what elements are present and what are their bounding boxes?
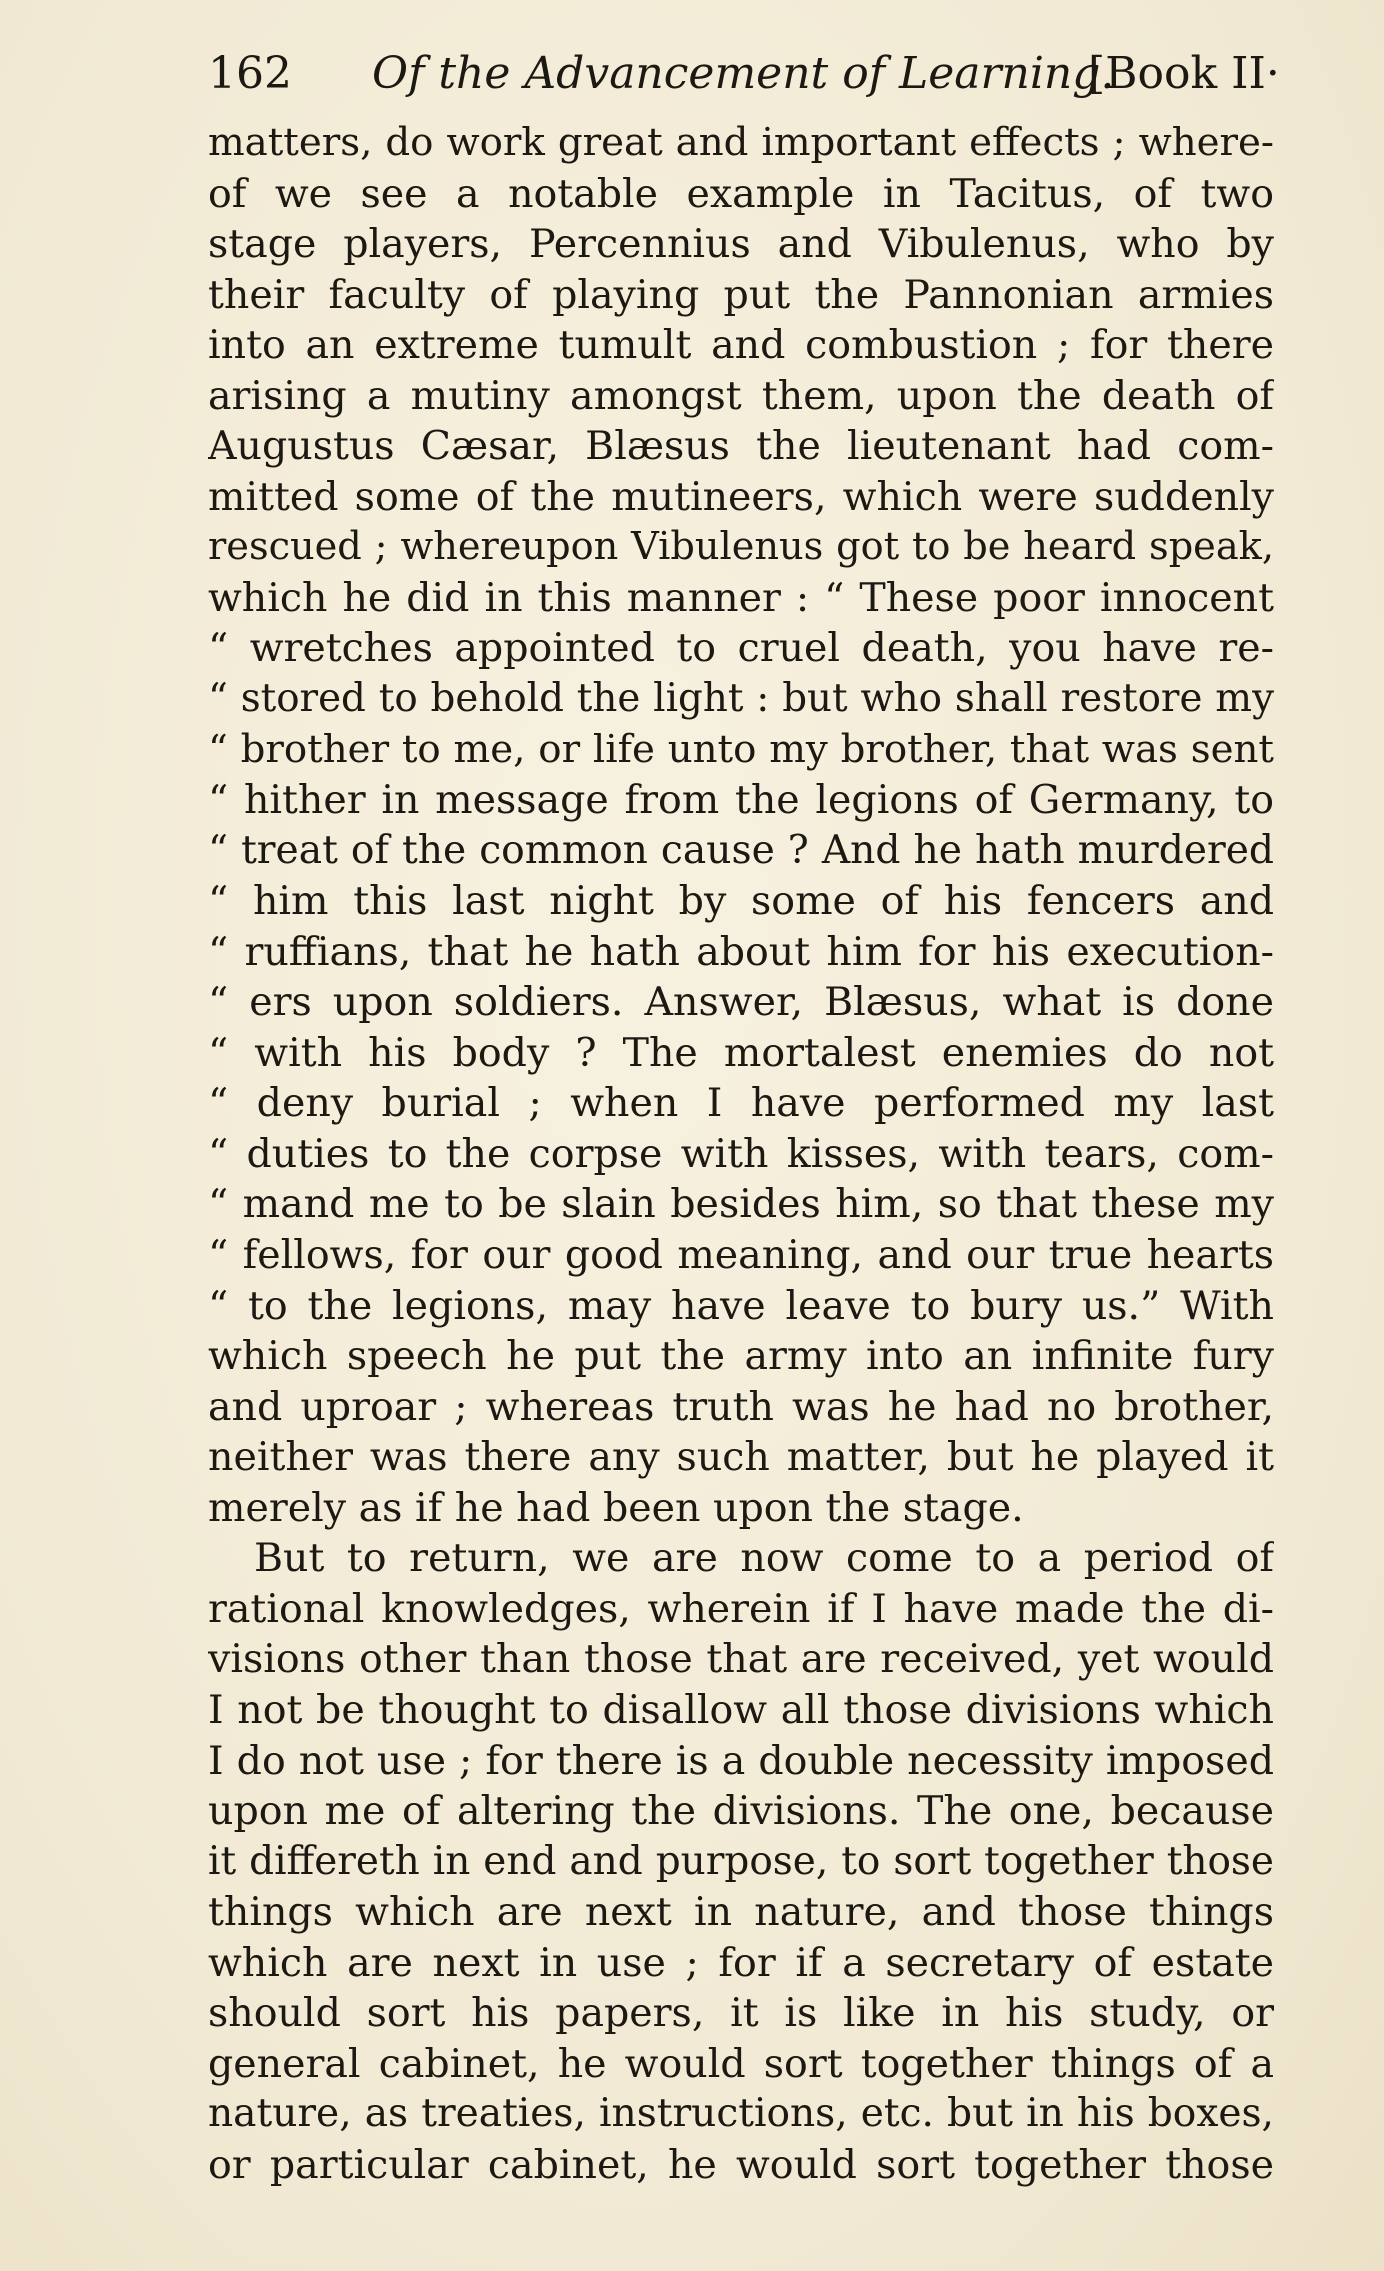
text-line: I not be thought to disallow all those divisions which <box>208 1686 1274 1733</box>
text-line: it differeth in end and purpose, to sort together those <box>208 1838 1274 1884</box>
text-line: or particular cabinet, he would sort together those <box>208 2141 1274 2188</box>
text-line: visions other than those that are received, yet would <box>208 1636 1274 1683</box>
text-line: their faculty of playing put the Pannonian armies <box>208 271 1274 318</box>
text-line: nature, as treaties, instructions, etc. but in his boxes, <box>208 2091 1274 2137</box>
text-line: and uproar ; whereas truth was he had no brother, <box>208 1383 1274 1430</box>
text-line: rational knowledges, wherein if I have made the di- <box>208 1585 1274 1632</box>
text-line: neither was there any such matter, but he played it <box>208 1434 1274 1481</box>
body-text <box>208 118 1274 2190</box>
text-line: “ deny burial ; when I have performed my last <box>208 1080 1274 1127</box>
text-line: “ him this last night by some of his fencers and <box>208 878 1274 925</box>
page-number: 162 <box>208 48 292 99</box>
text-line: I do not use ; for there is a double necessity imposed <box>208 1737 1274 1784</box>
running-title: Of the Advancement of Learning. <box>372 48 1115 99</box>
text-line: mitted some of the mutineers, which were suddenly <box>208 473 1274 520</box>
text-line: which he did in this manner : “ These poor innocent <box>208 574 1274 621</box>
text-line: which are next in use ; for if a secretary of estate <box>208 1939 1274 1986</box>
text-line: “ ers upon soldiers. Answer, Blæsus, what is done <box>208 979 1274 1026</box>
text-line: which speech he put the army into an infinite fury <box>208 1333 1274 1380</box>
text-line: arising a mutiny amongst them, upon the death of <box>208 372 1274 419</box>
text-line: upon me of altering the divisions. The one, because <box>208 1788 1274 1835</box>
text-line: “ stored to behold the light : but who shall restore my <box>208 676 1274 722</box>
text-line: things which are next in nature, and those things <box>208 1889 1274 1936</box>
paragraph-first-line: But to return, we are now come to a period of <box>254 1535 1274 1582</box>
text-line: “ hither in message from the legions of Germany, to <box>208 777 1274 824</box>
text-line: of we see a notable example in Tacitus, of two <box>208 170 1274 217</box>
text-line: should sort his papers, it is like in his study, or <box>208 1990 1274 2037</box>
text-line: stage players, Percennius and Vibulenus, who by <box>208 221 1274 268</box>
text-line: general cabinet, he would sort together things of a <box>208 2040 1274 2087</box>
text-line: “ treat of the common cause ? And he hath murdered <box>208 827 1274 873</box>
text-line: “ duties to the corpse with kisses, with tears, com- <box>208 1130 1274 1177</box>
text-line: “ brother to me, or life unto my brother, that was sent <box>208 726 1274 772</box>
text-line: “ to the legions, may have leave to bury us.” With <box>208 1282 1274 1329</box>
text-line: “ with his body ? The mortalest enemies do not <box>208 1029 1274 1076</box>
text-line: “ ruffians, that he hath about him for his execution- <box>208 928 1274 975</box>
text-line: Augustus Cæsar, Blæsus the lieutenant had com- <box>208 423 1274 470</box>
text-line: matters, do work great and important effects ; where- <box>208 120 1274 165</box>
page-header <box>208 44 1298 104</box>
text-line: “ fellows, for our good meaning, and our true hearts <box>208 1232 1274 1279</box>
text-line: merely as if he had been upon the stage. <box>208 1484 1024 1531</box>
text-line: into an extreme tumult and combustion ; for there <box>208 322 1274 369</box>
book-label: [Book II· <box>1088 48 1280 99</box>
text-line: “ wretches appointed to cruel death, you have re- <box>208 625 1274 672</box>
text-line: “ mand me to be slain besides him, so that these my <box>208 1181 1274 1228</box>
text-line: rescued ; whereupon Vibulenus got to be heard speak, <box>208 524 1274 570</box>
